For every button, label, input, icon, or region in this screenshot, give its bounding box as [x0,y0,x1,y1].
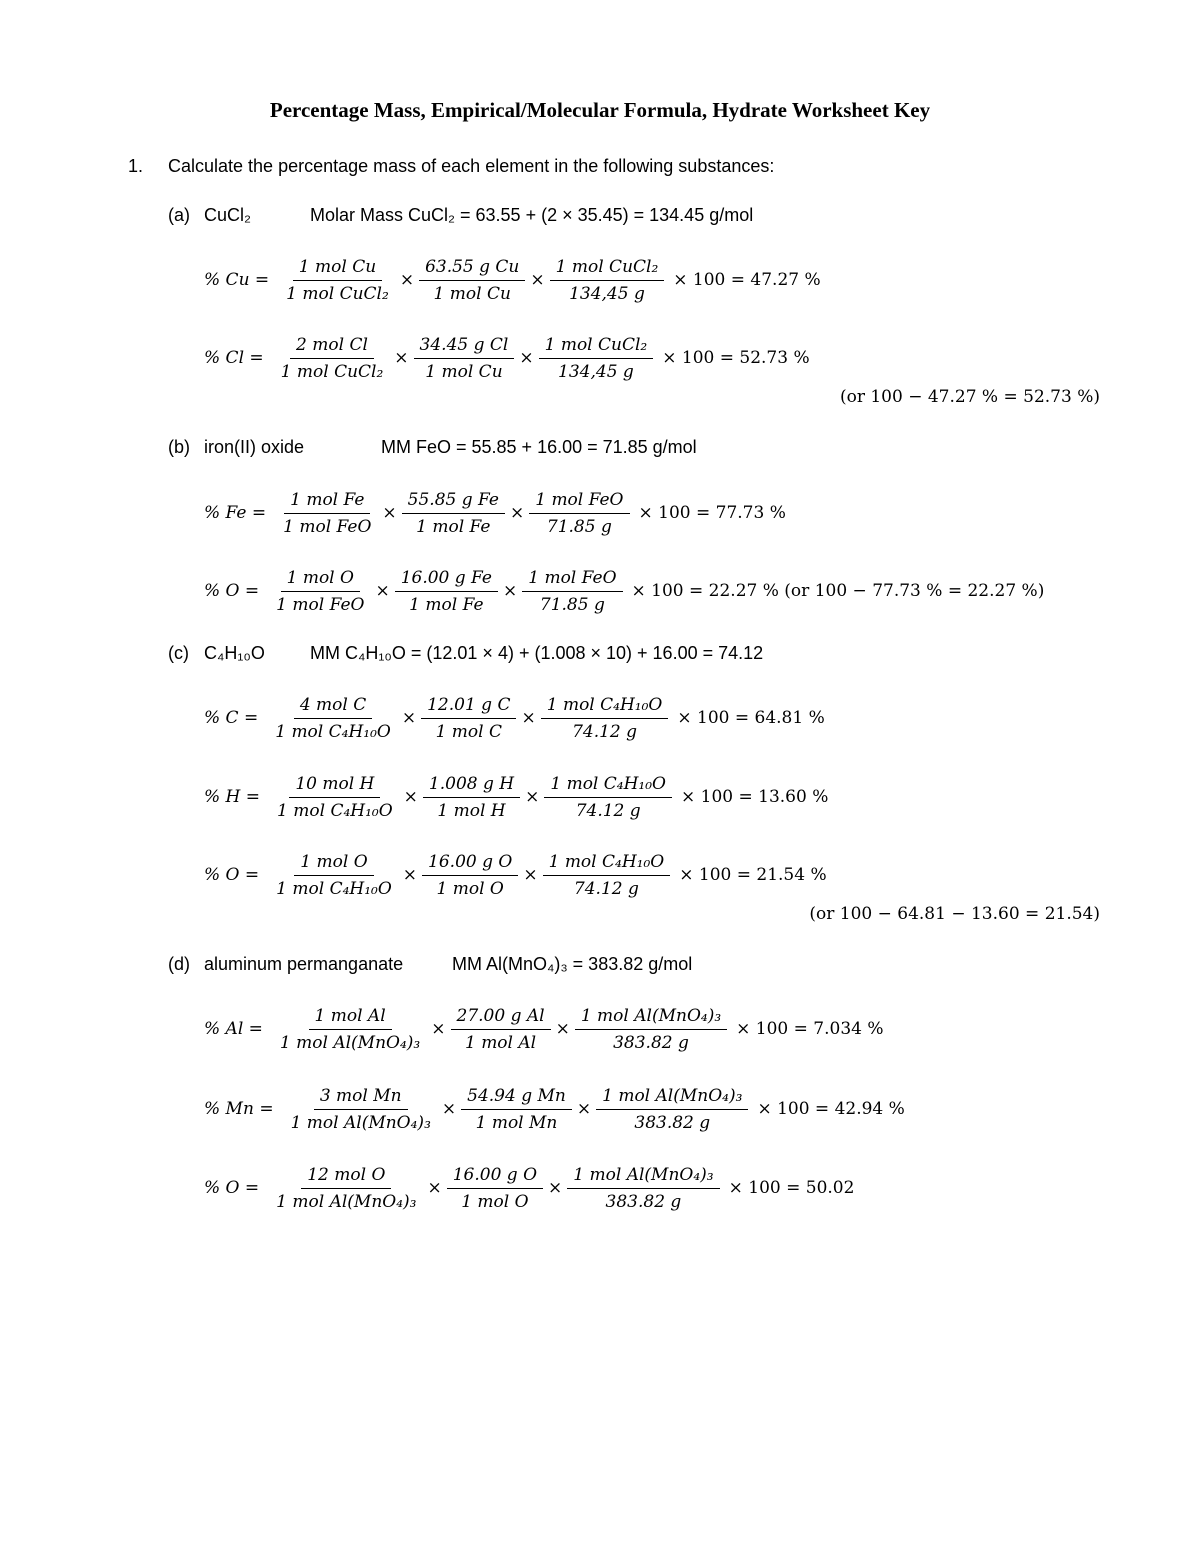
fraction [271,771,399,824]
denominator: 134,45 g [569,283,645,304]
denominator: 134,45 g [558,361,634,382]
equation-lhs: % C = [204,708,259,728]
numerator: 1 mol O [281,565,360,592]
denominator: 1 mol C₄H₁₀O [275,721,391,742]
numerator: 16.00 g O [422,849,518,876]
fraction [419,254,525,307]
fraction [567,1162,719,1215]
alternate-calculation: (or 100 − 47.27 % = 52.73 %) [839,387,1100,407]
fraction [270,1162,422,1215]
denominator: 383.82 g [634,1112,711,1133]
times-symbol: × [431,1019,446,1039]
fraction [422,849,518,902]
denominator: 1 mol CuCl₂ [280,361,384,382]
numerator: 63.55 g Cu [419,254,525,281]
denominator: 383.82 g [613,1032,689,1053]
fraction [541,692,669,745]
denominator: 1 mol Cu [433,283,511,304]
part-b-header [168,437,697,458]
equation-row [204,326,810,390]
fraction [274,1003,426,1056]
part-d-header [168,954,693,975]
equation-result: × 100 = 42.94 % [757,1099,905,1119]
part-a-header [168,205,754,226]
denominator: 383.82 g [605,1191,682,1212]
denominator: 1 mol O [461,1191,529,1212]
equation-lhs: % O = [204,1178,260,1198]
fraction [461,1083,572,1136]
numerator: 12.01 g C [421,692,516,719]
part-label: (b) [168,437,190,457]
equation-lhs: % O = [204,865,260,885]
denominator: 1 mol O [436,878,504,899]
denominator: 1 mol FeO [276,594,365,615]
molar-mass: Molar Mass CuCl₂ = 63.55 + (2 × 35.45) = 134.45 g/mol [310,205,754,225]
denominator: 1 mol Al(MnO₄)₃ [276,1191,417,1212]
fraction [451,1003,551,1056]
numerator: 1 mol FeO [522,565,622,592]
fraction [596,1083,748,1136]
times-symbol: × [519,348,534,368]
numerator: 1 mol C₄H₁₀O [543,849,671,876]
fraction [423,771,520,824]
denominator: 1 mol H [437,800,506,821]
numerator: 1 mol CuCl₂ [550,254,665,281]
equation-row [204,1156,854,1220]
numerator: 1 mol CuCl₂ [539,332,654,359]
numerator: 34.45 g Cl [414,332,515,359]
denominator: 71.85 g [546,516,612,537]
equation-row [204,248,821,312]
fraction [529,487,629,540]
numerator: 4 mol C [294,692,372,719]
equation-lhs: % Cl = [204,348,264,368]
equation-result: × 100 = 13.60 % [681,787,829,807]
equation-row [204,559,1044,623]
fraction [550,254,665,307]
denominator: 1 mol Al(MnO₄)₃ [279,1032,421,1053]
denominator: 1 mol Al [464,1032,537,1053]
fraction [270,565,370,618]
times-symbol: × [402,865,418,885]
fraction [575,1003,727,1056]
substance-name: iron(II) oxide [204,437,305,457]
substance-name: aluminum permanganate [204,954,404,974]
times-symbol: × [382,503,397,523]
numerator: 55.85 g Fe [402,487,505,514]
equation-lhs: % O = [204,581,260,601]
times-symbol: × [548,1178,563,1198]
fraction [414,332,515,385]
times-symbol: × [375,581,390,601]
denominator: 71.85 g [539,594,605,615]
equation-result: × 100 = 52.73 % [662,348,810,368]
fraction [543,849,671,902]
times-symbol: × [427,1178,442,1198]
numerator: 27.00 g Al [451,1003,551,1030]
fraction [269,692,397,745]
times-symbol: × [555,1019,570,1039]
denominator: 74.12 g [573,878,639,899]
denominator: 1 mol C₄H₁₀O [276,878,392,899]
fraction [522,565,622,618]
numerator: 1 mol Cu [293,254,382,281]
equation-lhs: % Al = [204,1019,263,1039]
equation-lhs: % Mn = [204,1099,274,1119]
denominator: 1 mol Cu [425,361,503,382]
equation-result: × 100 = 50.02 [728,1178,855,1198]
times-symbol: × [441,1099,457,1119]
numerator: 1 mol C₄H₁₀O [541,692,669,719]
times-symbol: × [394,348,409,368]
times-symbol: × [403,787,418,807]
part-label: (c) [168,643,189,663]
times-symbol: × [401,708,417,728]
numerator: 12 mol O [301,1162,391,1189]
times-symbol: × [502,581,518,601]
question-number: 1. [128,156,144,176]
denominator: 1 mol Fe [416,516,491,537]
equation-row [204,843,827,907]
times-symbol: × [523,865,538,885]
fraction [539,332,654,385]
denominator: 1 mol C [435,721,503,742]
fraction [275,332,390,385]
equation-lhs: % Cu = [204,270,270,290]
equation-result: × 100 = 22.27 % (or 100 − 77.73 % = 22.27 %) [631,581,1045,601]
denominator: 1 mol C₄H₁₀O [277,800,393,821]
equation-result: × 100 = 21.54 % [679,865,827,885]
numerator: 1.008 g H [423,771,520,798]
fraction [395,565,498,618]
times-symbol: × [530,270,545,290]
numerator: 16.00 g O [447,1162,543,1189]
numerator: 1 mol O [294,849,373,876]
denominator: 1 mol CuCl₂ [286,283,389,304]
fraction [421,692,516,745]
equation-row [204,686,825,750]
numerator: 1 mol C₄H₁₀O [544,771,672,798]
equation-row [204,481,786,545]
denominator: 1 mol Al(MnO₄)₃ [290,1112,431,1133]
numerator: 54.94 g Mn [461,1083,572,1110]
fraction [447,1162,543,1215]
denominator: 1 mol Fe [409,594,484,615]
fraction [280,254,395,307]
fraction [277,487,377,540]
times-symbol: × [525,787,540,807]
page-title: Percentage Mass, Empirical/Molecular Formula, Hydrate Worksheet Key [269,98,931,122]
numerator: 1 mol Fe [284,487,370,514]
times-symbol: × [509,503,525,523]
part-label: (d) [168,954,190,974]
fraction [270,849,398,902]
denominator: 74.12 g [572,721,638,742]
equation-lhs: % H = [204,787,261,807]
numerator: 16.00 g Fe [395,565,498,592]
equation-row [204,1077,905,1141]
equation-row [204,997,884,1061]
part-label: (a) [168,205,190,225]
numerator: 1 mol Al(MnO₄)₃ [567,1162,719,1189]
numerator: 1 mol Al [309,1003,392,1030]
equation-result: × 100 = 64.81 % [677,708,825,728]
equation-row [204,765,828,829]
denominator: 74.12 g [575,800,641,821]
part-c-header [168,643,764,664]
molar-mass: MM C₄H₁₀O = (12.01 × 4) + (1.008 × 10) + 16.00 = 74.12 [310,643,764,663]
denominator: 1 mol FeO [283,516,372,537]
numerator: 1 mol Al(MnO₄)₃ [575,1003,727,1030]
substance-name: CuCl₂ [204,205,251,225]
fraction [544,771,672,824]
question-text: Calculate the percentage mass of each element in the following substances: [168,156,775,176]
equation-result: × 100 = 77.73 % [638,503,786,523]
molar-mass: MM FeO = 55.85 + 16.00 = 71.85 g/mol [381,437,697,457]
numerator: 10 mol H [289,771,380,798]
fraction [402,487,505,540]
alternate-calculation: (or 100 − 64.81 − 13.60 = 21.54) [809,904,1100,924]
fraction [285,1083,437,1136]
numerator: 3 mol Mn [314,1083,408,1110]
equation-result: × 100 = 7.034 % [736,1019,884,1039]
times-symbol: × [521,708,536,728]
equation-lhs: % Fe = [204,503,267,523]
times-symbol: × [576,1099,592,1119]
molar-mass: MM Al(MnO₄)₃ = 383.82 g/mol [452,954,693,974]
equation-result: × 100 = 47.27 % [673,270,821,290]
numerator: 1 mol Al(MnO₄)₃ [596,1083,748,1110]
times-symbol: × [399,270,415,290]
numerator: 1 mol FeO [529,487,629,514]
denominator: 1 mol Mn [475,1112,558,1133]
numerator: 2 mol Cl [290,332,374,359]
substance-name: C₄H₁₀O [204,643,265,663]
